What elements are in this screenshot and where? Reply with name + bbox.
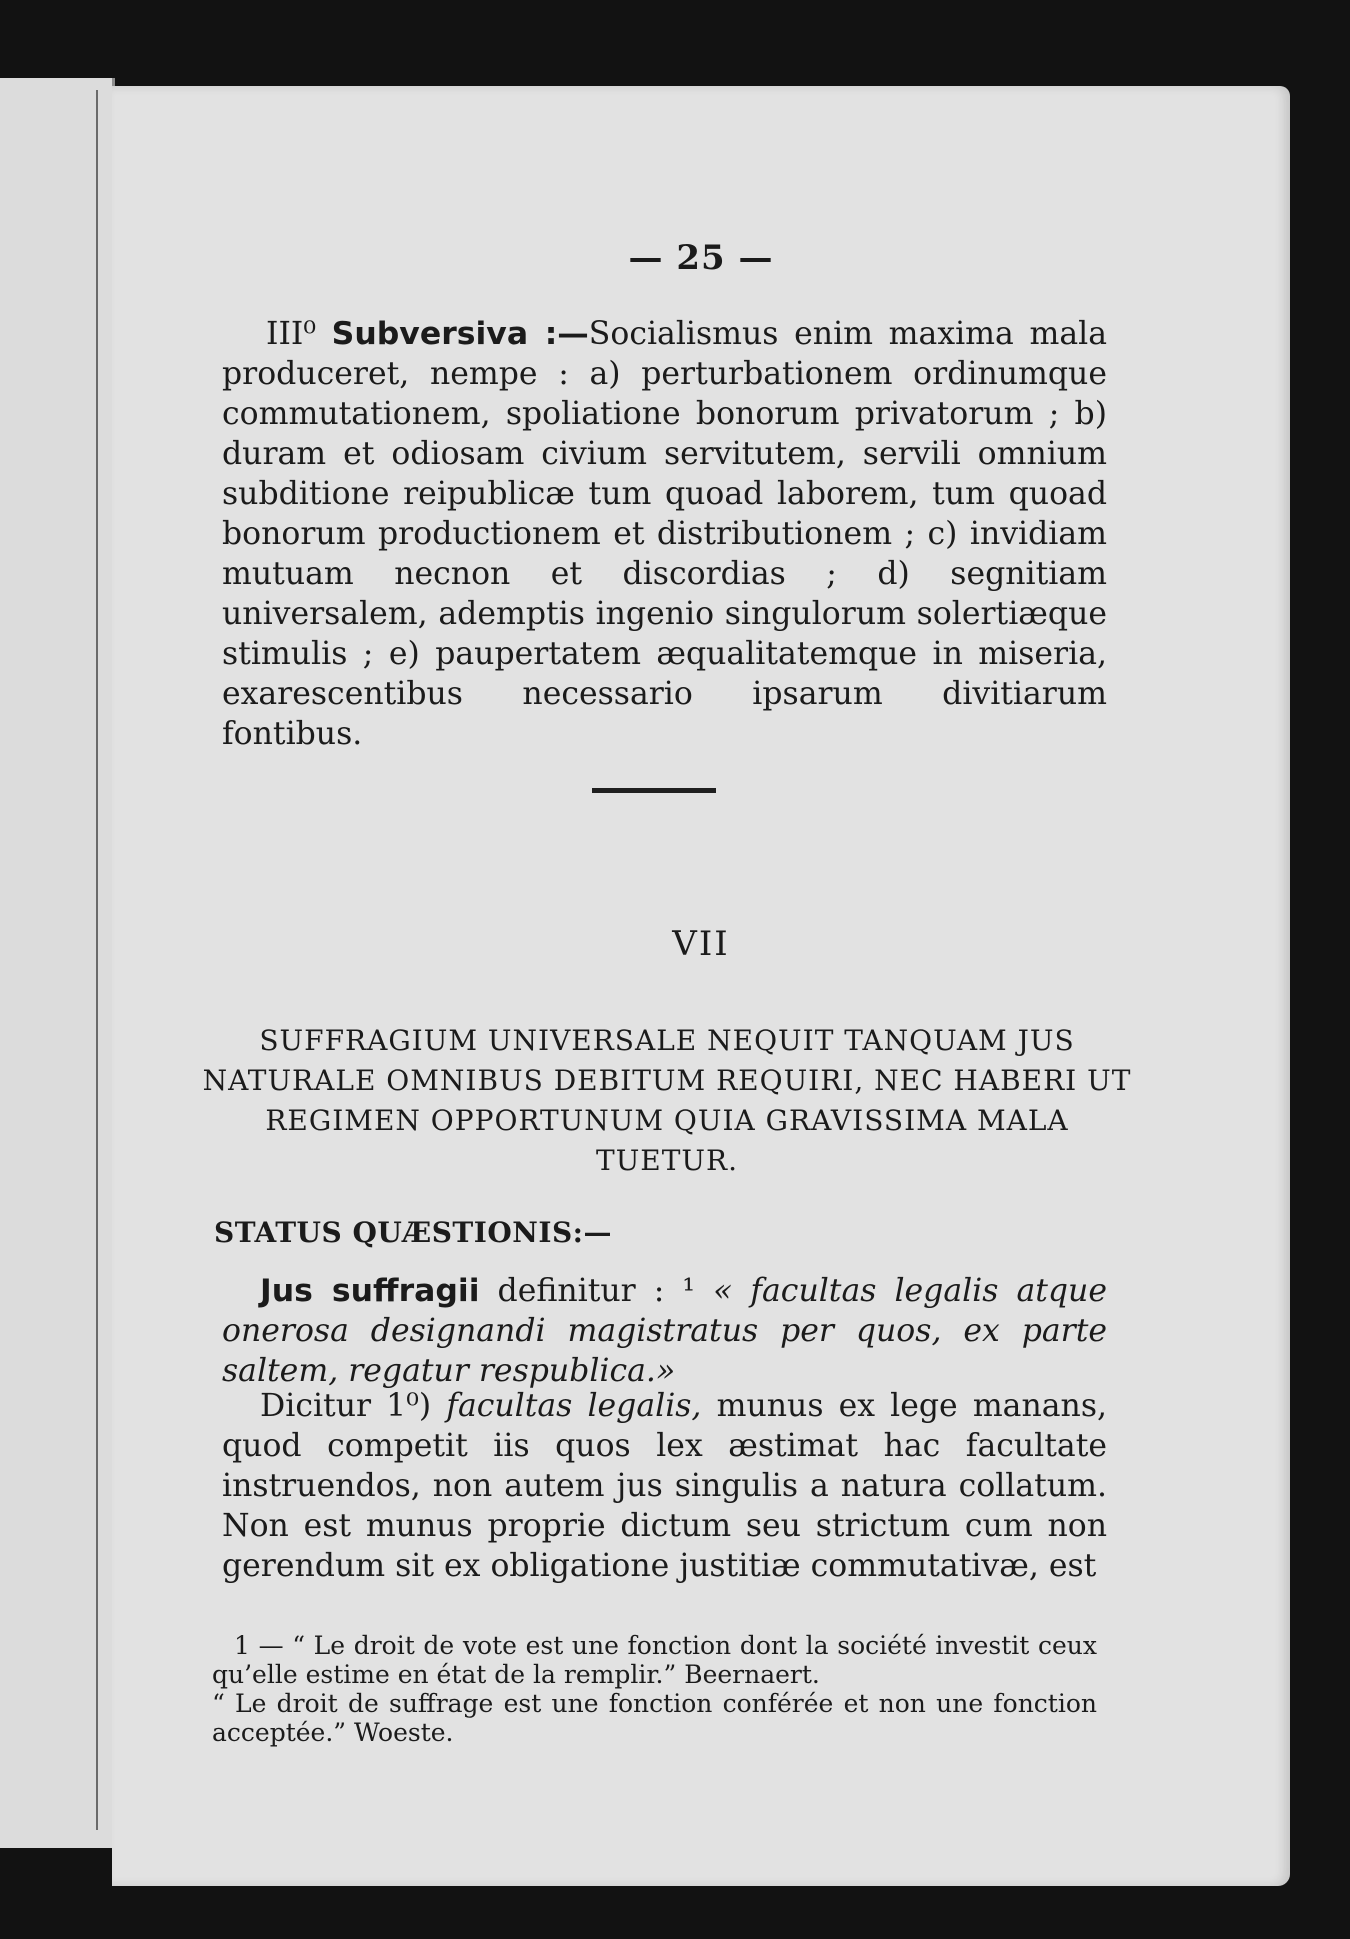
dicitur-start: Dicitur 1⁰) <box>260 1388 447 1424</box>
definition-term: Jus suffragii <box>260 1273 480 1309</box>
dicitur-term: facultas legalis, <box>446 1388 702 1424</box>
definition-paragraph <box>222 1271 1107 1391</box>
section-iii-label: Subversiva :— <box>331 316 589 352</box>
page-gutter-line <box>96 90 98 1830</box>
footnote-line-1: 1 — “ Le droit de vote est une fonction dont la société investit ceux qu’elle estime en état de la remplir.” Beernaert. <box>212 1631 1097 1689</box>
definition-intro: definitur : ¹ <box>479 1273 714 1309</box>
definition-quote: « facultas legalis atque onerosa designandi magistratus per quos, ex parte saltem, regatur respublica.» <box>222 1273 1107 1389</box>
section-iii-paragraph <box>222 314 1107 754</box>
section-iii-text: Socialismus enim maxima mala produceret, nempe : a) perturbationem ordinumque commutationem, spoliatione bonorum privatorum ; b) duram et odiosam civium servitutem, servili omnium subditione reipublicæ tum quoad laborem, tum quoad bonorum productionem et distributionem ; c) invidiam mutuam necnon et discordias ; d) segnitiam universalem, ademptis ingenio singulorum solertiæque stimulis ; e) paupertatem æqualitatemque in miseria, exarescentibus necessario ipsarum divitiarum fontibus. <box>222 316 1107 752</box>
dicitur-paragraph <box>222 1386 1107 1586</box>
dicitur-text: munus ex lege manans, quod competit iis quos lex æstimat hac facultate instruendos, non autem jus singulis a natura collatum. Non est munus proprie dictum seu strictum cum non gerendum sit ex obligatione justitiæ commutativæ, est <box>222 1388 1107 1584</box>
chapter-heading: SUFFRAGIUM UNIVERSALE NEQUIT TANQUAM JUS NATURALE OMNIBUS DEBITUM REQUIRI, NEC HABERI UT REGIMEN OPPORTUNUM QUIA GRAVISSIMA MALA TUETUR. <box>202 1024 1132 1177</box>
book-page <box>112 86 1290 1886</box>
page-number: — 25 — <box>628 238 774 278</box>
footnote-line-2: “ Le droit de suffrage est une fonction conférée et non une fonction acceptée.” Woeste. <box>212 1689 1097 1747</box>
status-quaestionis-label: STATUS QUÆSTIONIS:— <box>214 1216 612 1249</box>
footnote <box>212 1631 1097 1747</box>
section-iii-marker: III⁰ <box>266 316 316 352</box>
chapter-number: VII <box>672 924 730 964</box>
section-divider <box>592 788 716 793</box>
